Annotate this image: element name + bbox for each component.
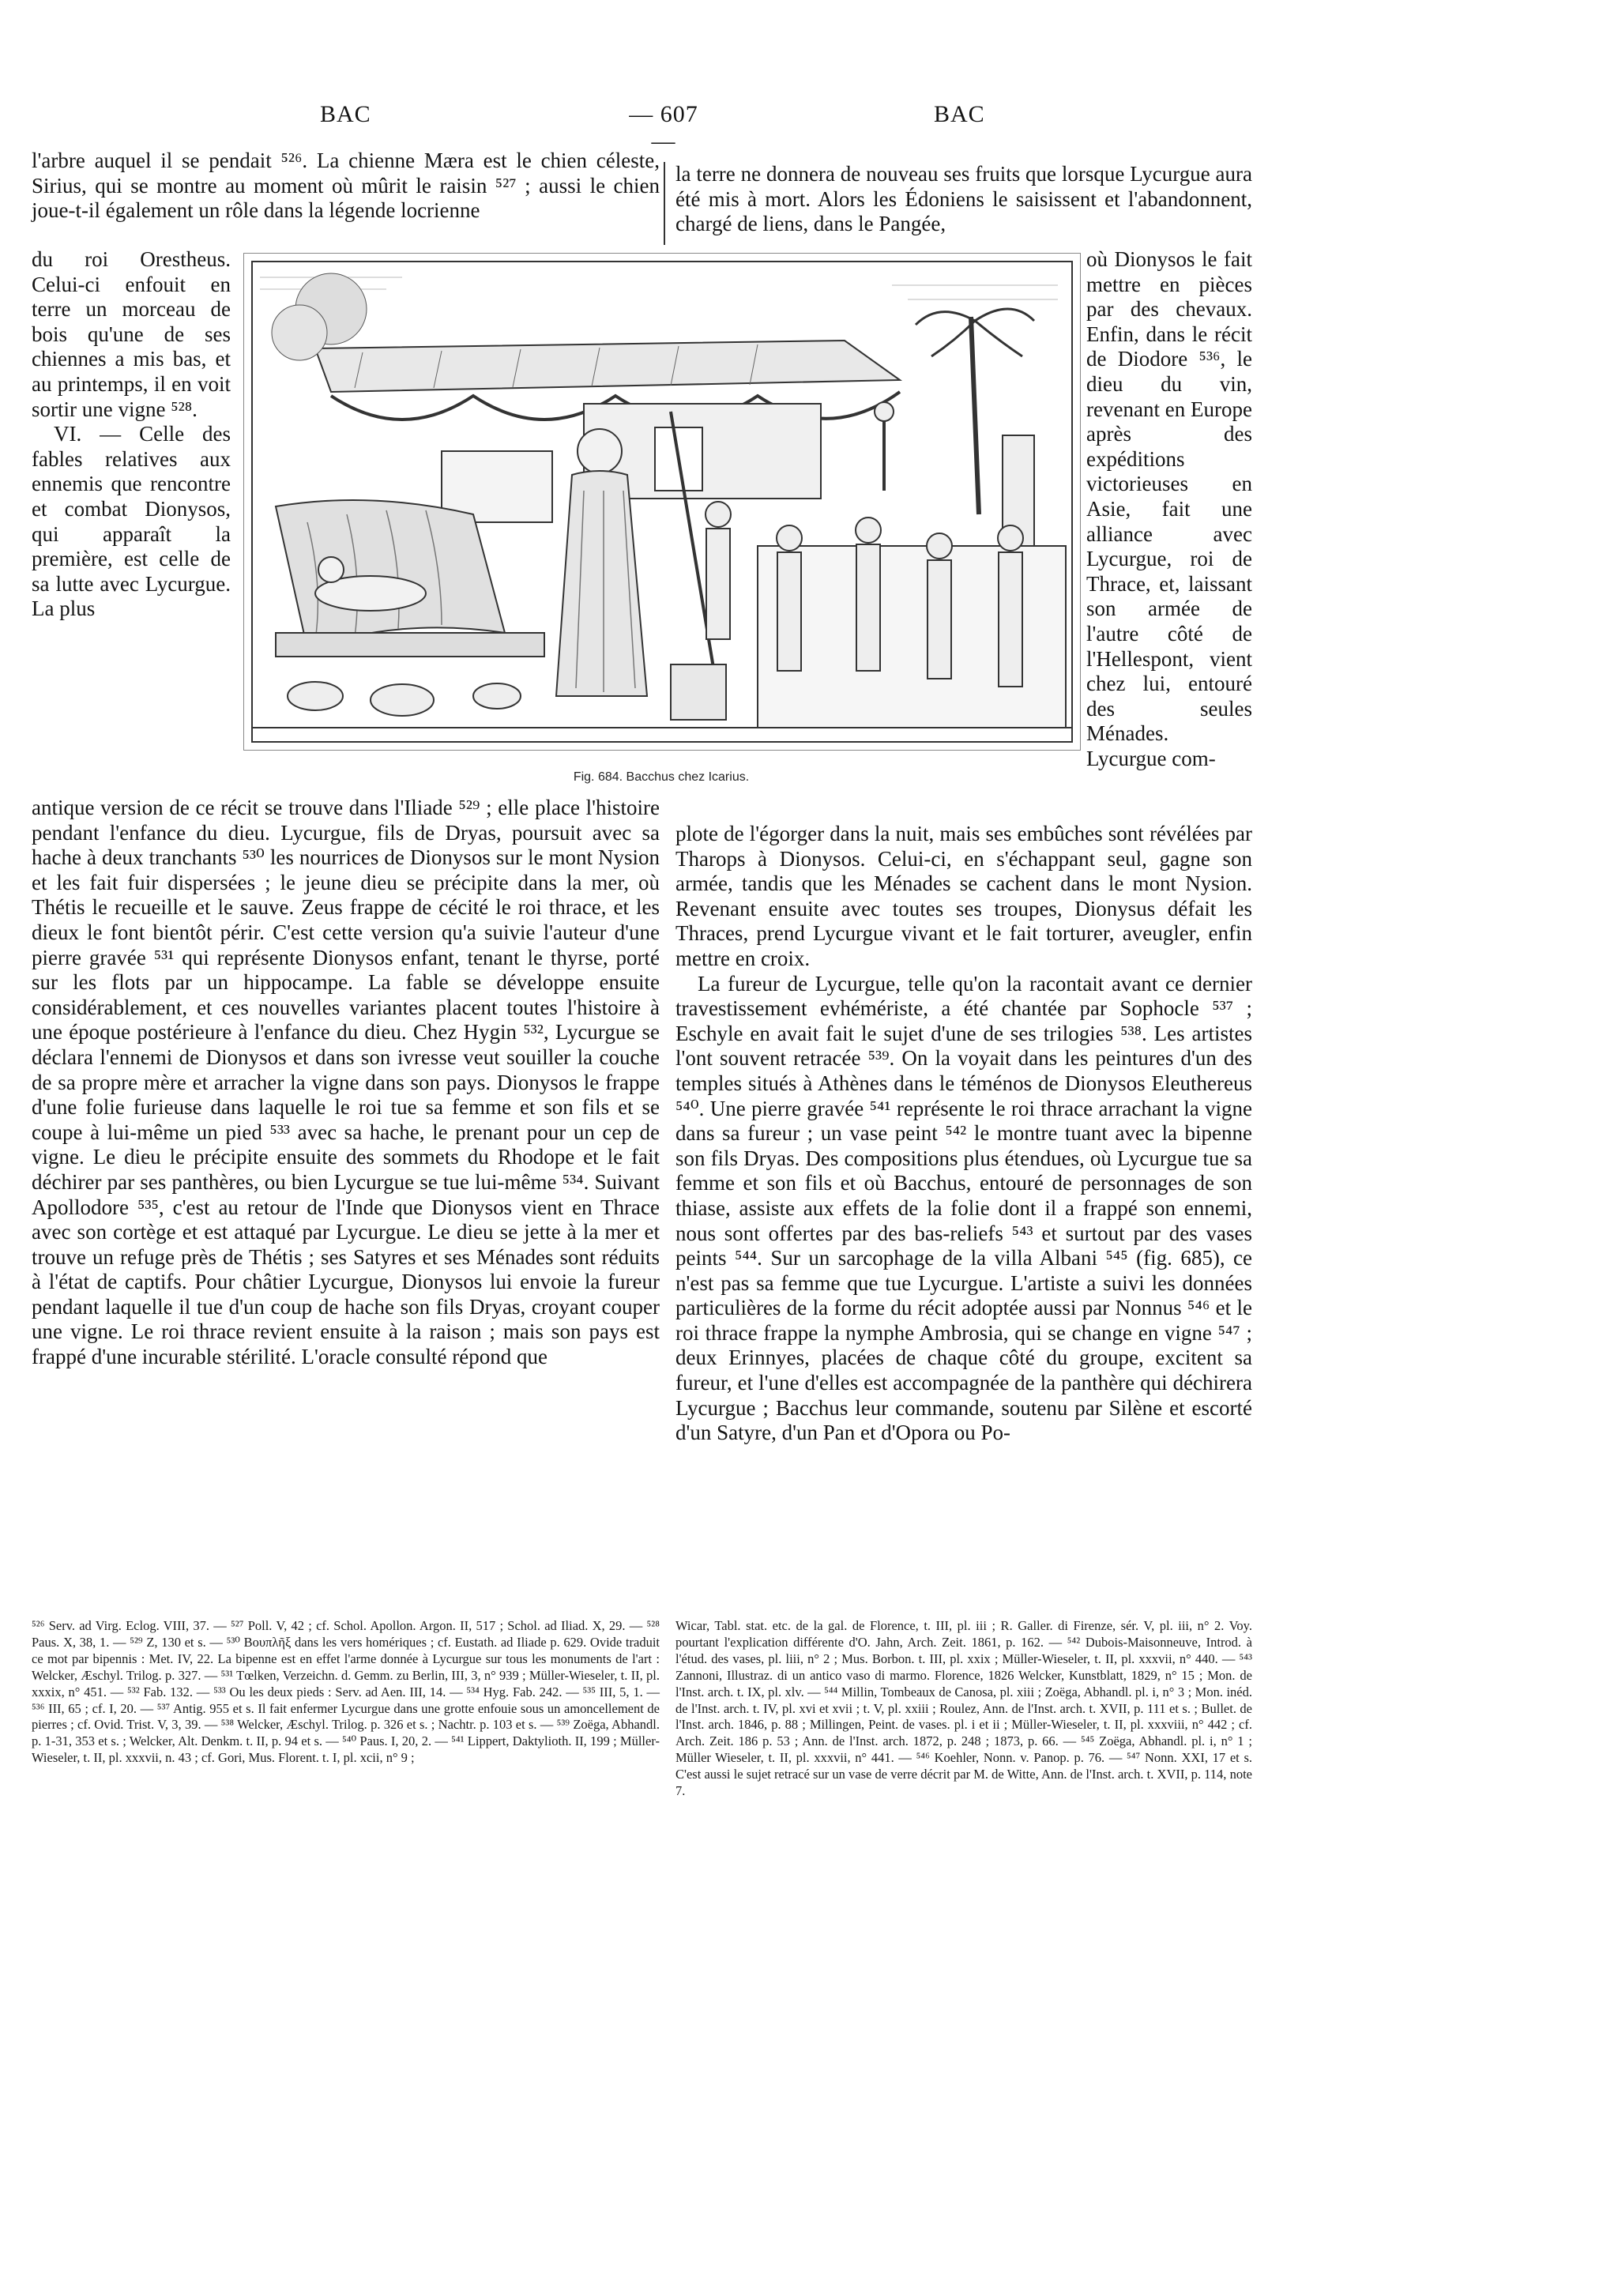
left-column-top — [32, 149, 660, 224]
figure-684-illustration — [243, 253, 1081, 751]
running-head-right: BAC — [934, 101, 985, 127]
running-head-left: BAC — [320, 101, 371, 127]
right-main-paragraph-1: plote de l'égorger dans la nuit, mais ses embûches sont révélées par Tharops à Dionysos. Celui-ci, en s'échappant seul, gagne son armée, tandis que les Ménades se cachent dans le mont Nysion. Revenant ensuite avec toutes ses troupes, Dionysus défait les Thraces, prend Lycurgue vivant et le fait torturer, aveugler, enfin mettre en croix. — [675, 822, 1252, 970]
figure-caption: Fig. 684. Bacchus chez Icarius. — [573, 770, 750, 784]
right-column-top — [675, 162, 1252, 237]
right-top-paragraph: la terre ne donnera de nouveau ses fruits que lorsque Lycurgue aura été mis à mort. Alors les Édoniens le saisissent et l'abandonnent, chargé de liens, dans le Pangée, — [675, 162, 1252, 236]
left-top-paragraph: l'arbre auquel il se pendait ⁵²⁶. La chienne Mæra est le chien céleste, Sirius, qui se montre au moment où mûrit le raisin ⁵²⁷ ; aussi le chien joue-t-il également un rôle dans la légende locrienne — [32, 149, 660, 223]
column-rule — [664, 162, 665, 245]
right-narrow-paragraph: où Dionysos le fait mettre en pièces par des chevaux. Enfin, dans le récit de Diodore ⁵³⁶, le dieu du vin, revenant en Europe après des expéditions victorieuses en Asie, fait une alliance avec Lycurgue, roi de Thrace, et, laissant son armée de l'autre côté de l'Hellespont, vient chez lui, entouré des seules Ménades. Lycurgue com- — [1086, 247, 1252, 770]
left-column-narrow — [32, 247, 231, 622]
left-column-main — [32, 796, 660, 1370]
footnotes-right: Wicar, Tabl. stat. etc. de la gal. de Florence, t. III, pl. iii ; R. Galler. di Firenze, sér. V, pl. iii, n° 2. Voy. pourtant l'explication différente d'O. Jahn, Arch. Zeit. 1861, p. 162. — ⁵⁴² Dubois-Maisonneuve, Introd. à l'étud. des vases, pl. liii, n° 2 ; Mus. Borbon. t. III, pl. xxix ; Müller-Wieseler, t. II, pl. xxxvii, n° 440. — ⁵⁴³ Zannoni, Illustraz. di un antico vaso di marmo. Florence, 1826 Welcker, Kunstblatt, 1829, n° 15 ; Mon. de l'Inst. arch. t. IX, pl. xlv. — ⁵⁴⁴ Millin, Tombeaux de Canosa, pl. xiii ; Zoëga, Abhandl. pl. i, n° 3 ; Mon. inéd. de l'Inst. arch. t. IV, pl. xvi et xvii ; t. V, pl. xxiii ; Roulez, Ann. de l'Inst. arch. t. XVII, p. 111 et s. ; Bullet. de l'Inst. arch. 1846, p. 88 ; Millingen, Peint. de vases. pl. i et ii ; Müller-Wieseler, t. II, pl. xxxviii, n° 442 ; cf. Arch. Zeit. 186 p. 53 ; Ann. de l'Inst. arch. 1872, p. 248 ; 1873, p. 66. — ⁵⁴⁵ Zoëga, Abhandl. pl. i, n° 1 ; Müller Wieseler, t. II, pl. xxxvii, n° 441. — ⁵⁴⁶ Koehler, Nonn. v. Panop. p. 76. — ⁵⁴⁷ Nonn. XXI, 17 et s. C'est aussi le sujet retracé sur un vase de verre décrit par M. de Witte, Ann. de l'Inst. arch. t. XVII, p. 114, note 7. — [675, 1618, 1252, 1799]
right-main-paragraph-2: La fureur de Lycurgue, telle qu'on la racontait avant ce dernier travestissement evhémériste, a été chantée par Sophocle ⁵³⁷ ; Eschyle en avait fait le sujet d'une de ses trilogies ⁵³⁸. Les artistes l'ont souvent retracée ⁵³⁹. On la voyait dans les peintures d'un des temples situés à Athènes dans le téménos de Dionysos Eleuthereus ⁵⁴⁰. Une pierre gravée ⁵⁴¹ représente le roi thrace arrachant la vigne dans sa fureur ; un vase peint ⁵⁴² le montre tuant avec la bipenne son fils Dryas. Des compositions plus étendues, où Lycurgue tue sa femme et son fils et où Bacchus, entouré de personnages de son thiase, assiste aux effets de la folie dont il a frappé son ennemi, nous sont offertes par des bas-reliefs ⁵⁴³ et surtout par des vases peints ⁵⁴⁴. Sur un sarcophage de la villa Albani ⁵⁴⁵ (fig. 685), ce n'est pas sa femme que tue Lycurgue. L'artiste a suivi les données particulières de la forme du récit adoptée aussi par Nonnus ⁵⁴⁶ et le roi thrace frappe la nymphe Ambrosia, qui se change en vigne ⁵⁴⁷ ; deux Erinnyes, placées de chaque côté du groupe, excitent sa fureur, et l'une d'elles est accompagnée de la panthère qui déchirera Lycurgue ; Bacchus leur commande, soutenu par Silène et escorté d'un Satyre, d'un Pan et d'Opora ou Po- — [675, 971, 1252, 1445]
left-main-paragraph: antique version de ce récit se trouve dans l'Iliade ⁵²⁹ ; elle place l'histoire pendant l'enfance du dieu. Lycurgue, fils de Dryas, poursuit avec sa hache à deux tranchants ⁵³⁰ les nourrices de Dionysos sur le mont Nysion et les fait fuir dispersées ; le jeune dieu se précipite dans la mer, où Thétis le recueille et le sauve. Zeus frappe de cécité le roi thrace, et les dieux le font bientôt périr. C'est cette version qu'a suivie l'auteur d'une pierre gravée ⁵³¹ qui représente Dionysos enfant, tenant le thyrse, porté sur les flots par un hippocampe. La fable se développe ensuite considérablement, et ces nouvelles variantes placent toutes l'histoire à une époque postérieure à l'enfance du dieu. Chez Hygin ⁵³², Lycurgue se déclara l'ennemi de Dionysos et dans son ivresse veut souiller la couche de sa propre mère et arracher la vigne dans son pays. Dionysos le frappe d'une folie furieuse dans laquelle le roi tue sa femme et son fils et se coupe à lui-même un pied ⁵³³ avec sa hache, le prenant pour un cep de vigne. Le dieu le précipite ensuite des sommets du Rhodope et le fait déchirer par ses panthères, ou bien Lycurgue se tue lui-même ⁵³⁴. Suivant Apollodore ⁵³⁵, c'est au retour de l'Inde que Dionysos vient en Thrace avec son cortège et est attaqué par Lycurgue. Le dieu se jette à la mer et trouve un refuge près de Thétis ; ses Satyres et ses Ménades sont réduits à l'état de captifs. Pour châtier Lycurgue, Dionysos lui envoie la fureur pendant laquelle il tue d'un coup de hache son fils Dryas, croyant couper une vigne. Le roi thrace revient ensuite à la raison ; mais son pays est frappé d'une incurable stérilité. L'oracle consulté répond que — [32, 796, 660, 1369]
left-narrow-paragraph-2: VI. — Celle des fables relatives aux ennemis que rencontre et combat Dionysos, qui apparaît la première, est celle de sa lutte avec Lycurgue. La plus — [32, 422, 231, 621]
engraving-bacchus-icarius — [244, 254, 1080, 750]
right-column-narrow — [1086, 247, 1252, 771]
page-number: — 607 — — [629, 101, 698, 154]
footnotes-left: ⁵²⁶ Serv. ad Virg. Eclog. VIII, 37. — ⁵²⁷ Poll. V, 42 ; cf. Schol. Apollon. Argon. II, 517 ; Schol. ad Iliad. X, 29. — ⁵²⁸ Paus. X, 38, 1. — ⁵²⁹ Z, 130 et s. — ⁵³⁰ Βουπλῆξ dans les vers homériques ; cf. Eustath. ad Iliade p. 629. Ovide traduit ce mot par bipennis : Met. IV, 22. La bipenne est en effet l'arme donnée à Lycurgue sur tous les monuments de l'art : Welcker, Æschyl. Trilog. p. 327. — ⁵³¹ Tœlken, Verzeichn. d. Gemm. zu Berlin, III, 3, n° 939 ; Müller-Wieseler, t. II, pl. xxxix, n° 451. — ⁵³² Fab. 132. — ⁵³³ Ou les deux pieds : Serv. ad Aen. III, 14. — ⁵³⁴ Hyg. Fab. 242. — ⁵³⁵ III, 5, 1. — ⁵³⁶ III, 65 ; cf. I, 20. — ⁵³⁷ Antig. 955 et s. Il fait enfermer Lycurgue dans une grotte enfouie sous un amoncellement de pierres ; cf. Ovid. Trist. V, 3, 39. — ⁵³⁸ Welcker, Æschyl. Trilog. p. 326 et s. ; Nachtr. p. 103 et s. — ⁵³⁹ Zoëga, Abhandl. p. 1-31, 353 et s. ; Welcker, Alt. Denkm. t. II, p. 94 et s. — ⁵⁴⁰ Paus. I, 20, 2. — ⁵⁴¹ Lippert, Daktylioth. II, 199 ; Müller-Wieseler, t. II, pl. xxxvii, n. 43 ; cf. Gori, Mus. Florent. t. I, pl. xcii, n° 9 ; — [32, 1618, 660, 1766]
right-column-main — [675, 822, 1252, 1446]
left-narrow-paragraph-1: du roi Orestheus. Celui-ci enfouit en terre un morceau de bois qu'une de ses chiennes a mis bas, et au printemps, il en voit sortir une vigne ⁵²⁸. — [32, 247, 231, 421]
